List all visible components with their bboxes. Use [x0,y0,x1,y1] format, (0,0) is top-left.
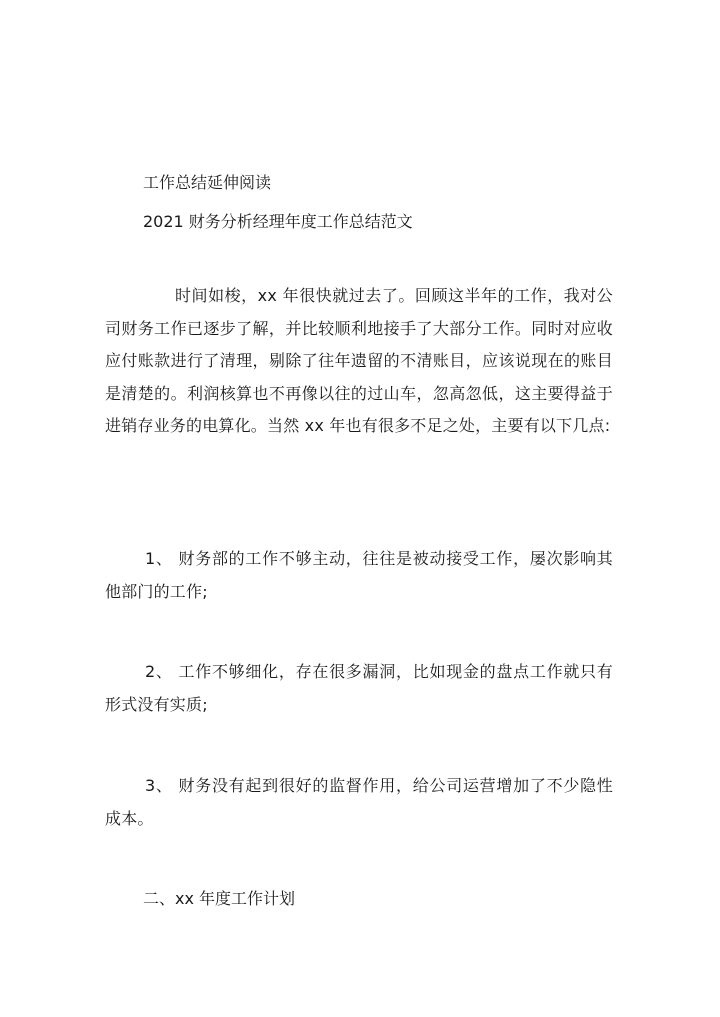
list-item-2 [105,656,613,721]
section-heading: 二、xx 年度工作计划 [143,889,296,908]
list-item-1-number: 1、 [145,549,173,568]
list-item-3-number: 3、 [145,776,173,795]
intro-paragraph: 时间如梭，xx 年很快就过去了。回顾这半年的工作，我对公司财务工作已逐步了解，并比较顺利地接手了大部分工作。同时对应收应付账款进行了清理，剔除了往年遗留的不清账目，应该说现在的账目是清楚的。利润核算也不再像以往的过山车，忽高忽低，这主要得益于进销存业务的电算化。当然 xx 年也有很多不足之处，主要有以下几点: [105,286,613,436]
document-title: 2021 财务分析经理年度工作总结范文 [143,212,413,231]
list-item-1-text: 财务部的工作不够主动，往往是被动接受工作，屡次影响其他部门的工作; [105,549,613,601]
list-item-2-text: 工作不够细化，存在很多漏洞，比如现金的盘点工作就只有形式没有实质; [105,662,613,714]
list-item-1 [105,543,613,608]
header-line-1: 工作总结延伸阅读 [143,173,272,192]
list-item-3 [105,770,613,835]
list-item-2-number: 2、 [145,662,173,681]
list-item-3-text: 财务没有起到很好的监督作用，给公司运营增加了不少隐性成本。 [105,776,613,828]
